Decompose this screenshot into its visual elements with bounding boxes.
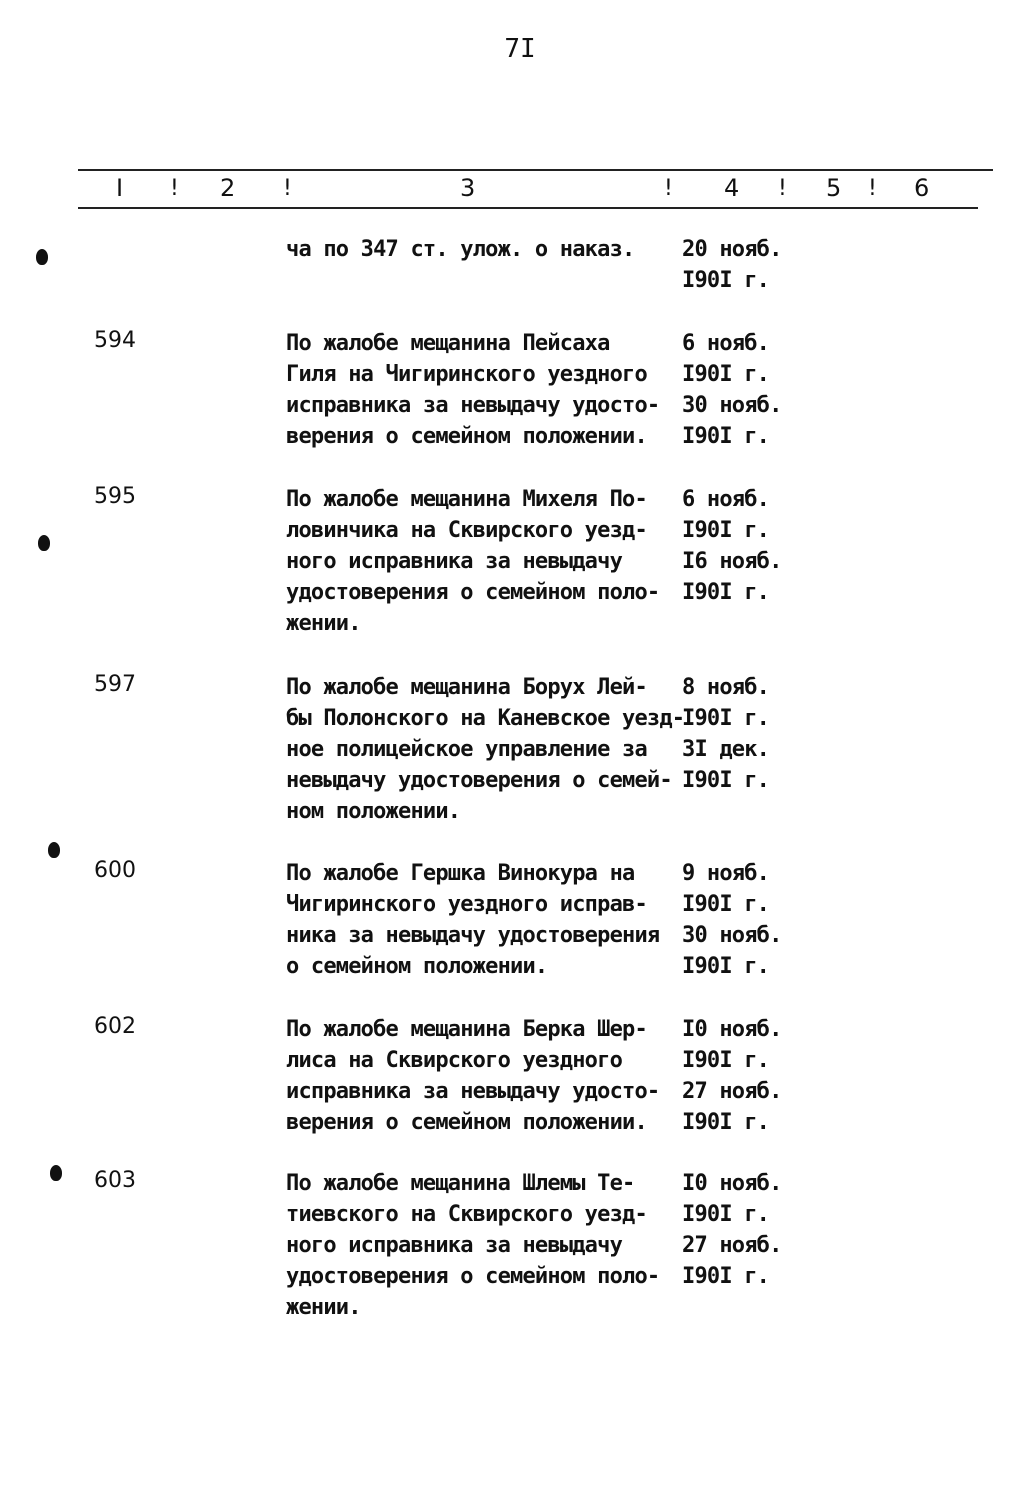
column-header-2: 2 <box>220 174 236 202</box>
entry-desc-line: Чигиринского уездного исправ- <box>286 892 647 917</box>
entry-date-line: I90I г. <box>682 1110 770 1135</box>
entry-date-line: I90I г. <box>682 768 770 793</box>
entry-number: 602 <box>94 1014 136 1039</box>
entry-desc-line: По жалобе мещанина Борух Лей- <box>286 675 647 700</box>
column-separator: ! <box>778 176 787 201</box>
entry-desc-line: ловинчика на Сквирского уезд- <box>286 518 647 543</box>
column-header-3: 3 <box>460 174 476 202</box>
entry-desc-line: тиевского на Сквирского уезд- <box>286 1202 647 1227</box>
continuation-date-line: I90I г. <box>682 268 770 293</box>
column-separator: ! <box>664 176 673 201</box>
entry-desc-line: удостоверения о семейном поло- <box>286 1264 660 1289</box>
continuation-desc-line: ча по 347 ст. улож. о наказ. <box>286 237 635 262</box>
binder-hole-mark <box>48 842 60 858</box>
entry-date-line: 30 нояб. <box>682 393 782 418</box>
entry-desc-line: о семейном положении. <box>286 954 548 979</box>
column-separator: ! <box>170 176 179 201</box>
entry-number: 603 <box>94 1168 136 1193</box>
entry-desc-line: По жалобе мещанина Пейсаха <box>286 331 610 356</box>
column-header-5: 5 <box>826 174 842 202</box>
entry-desc-line: верения о семейном положении. <box>286 424 647 449</box>
entry-date-line: I90I г. <box>682 1264 770 1289</box>
entry-date-line: I90I г. <box>682 706 770 731</box>
entry-desc-line: ном положении. <box>286 799 461 824</box>
entry-date-line: I90I г. <box>682 580 770 605</box>
column-separator: ! <box>283 176 292 201</box>
binder-hole-mark <box>50 1165 62 1181</box>
column-header-4: 4 <box>724 174 740 202</box>
header-bottom-rule <box>78 207 978 209</box>
entry-desc-line: бы Полонского на Каневское уезд- <box>286 706 685 731</box>
entry-desc-line: По жалобе мещанина Шлемы Те- <box>286 1171 635 1196</box>
entry-date-line: I90I г. <box>682 518 770 543</box>
entry-number: 600 <box>94 858 136 883</box>
page-number: 7I <box>504 34 536 64</box>
entry-desc-line: исправника за невыдачу удосто- <box>286 1079 660 1104</box>
column-header-6: 6 <box>914 174 930 202</box>
entry-date-line: 30 нояб. <box>682 923 782 948</box>
entry-date-line: 27 нояб. <box>682 1079 782 1104</box>
entry-desc-line: ного исправника за невыдачу <box>286 1233 623 1258</box>
entry-desc-line: верения о семейном положении. <box>286 1110 647 1135</box>
entry-desc-line: По жалобе Гершка Винокура на <box>286 861 635 886</box>
column-separator: ! <box>868 176 877 201</box>
entry-desc-line: По жалобе мещанина Берка Шер- <box>286 1017 647 1042</box>
entry-desc-line: невыдачу удостоверения о семей- <box>286 768 672 793</box>
entry-desc-line: удостоверения о семейном поло- <box>286 580 660 605</box>
entry-date-line: I90I г. <box>682 424 770 449</box>
entry-date-line: 9 нояб. <box>682 861 770 886</box>
entry-date-line: I90I г. <box>682 362 770 387</box>
entry-desc-line: ного исправника за невыдачу <box>286 549 623 574</box>
entry-date-line: I0 нояб. <box>682 1017 782 1042</box>
header-top-rule <box>78 169 993 171</box>
binder-hole-mark <box>36 249 48 265</box>
entry-date-line: 6 нояб. <box>682 331 770 356</box>
entry-date-line: I90I г. <box>682 1048 770 1073</box>
binder-hole-mark <box>38 535 50 551</box>
entry-date-line: I0 нояб. <box>682 1171 782 1196</box>
entry-desc-line: исправника за невыдачу удосто- <box>286 393 660 418</box>
entry-date-line: 8 нояб. <box>682 675 770 700</box>
entry-date-line: I90I г. <box>682 954 770 979</box>
entry-date-line: 3I дек. <box>682 737 770 762</box>
entry-desc-line: ника за невыдачу удостоверения <box>286 923 660 948</box>
entry-date-line: 6 нояб. <box>682 487 770 512</box>
entry-number: 594 <box>94 328 136 353</box>
continuation-date-line: 20 нояб. <box>682 237 782 262</box>
entry-date-line: I90I г. <box>682 1202 770 1227</box>
entry-number: 597 <box>94 672 136 697</box>
entry-date-line: I90I г. <box>682 892 770 917</box>
entry-desc-line: жении. <box>286 1295 361 1320</box>
entry-number: 595 <box>94 484 136 509</box>
entry-desc-line: лиса на Сквирского уездного <box>286 1048 623 1073</box>
column-header-1: I <box>116 174 124 202</box>
entry-desc-line: Гиля на Чигиринского уездного <box>286 362 647 387</box>
entry-date-line: 27 нояб. <box>682 1233 782 1258</box>
entry-date-line: I6 нояб. <box>682 549 782 574</box>
entry-desc-line: По жалобе мещанина Михеля По- <box>286 487 647 512</box>
entry-desc-line: жении. <box>286 611 361 636</box>
entry-desc-line: ное полицейское управление за <box>286 737 647 762</box>
